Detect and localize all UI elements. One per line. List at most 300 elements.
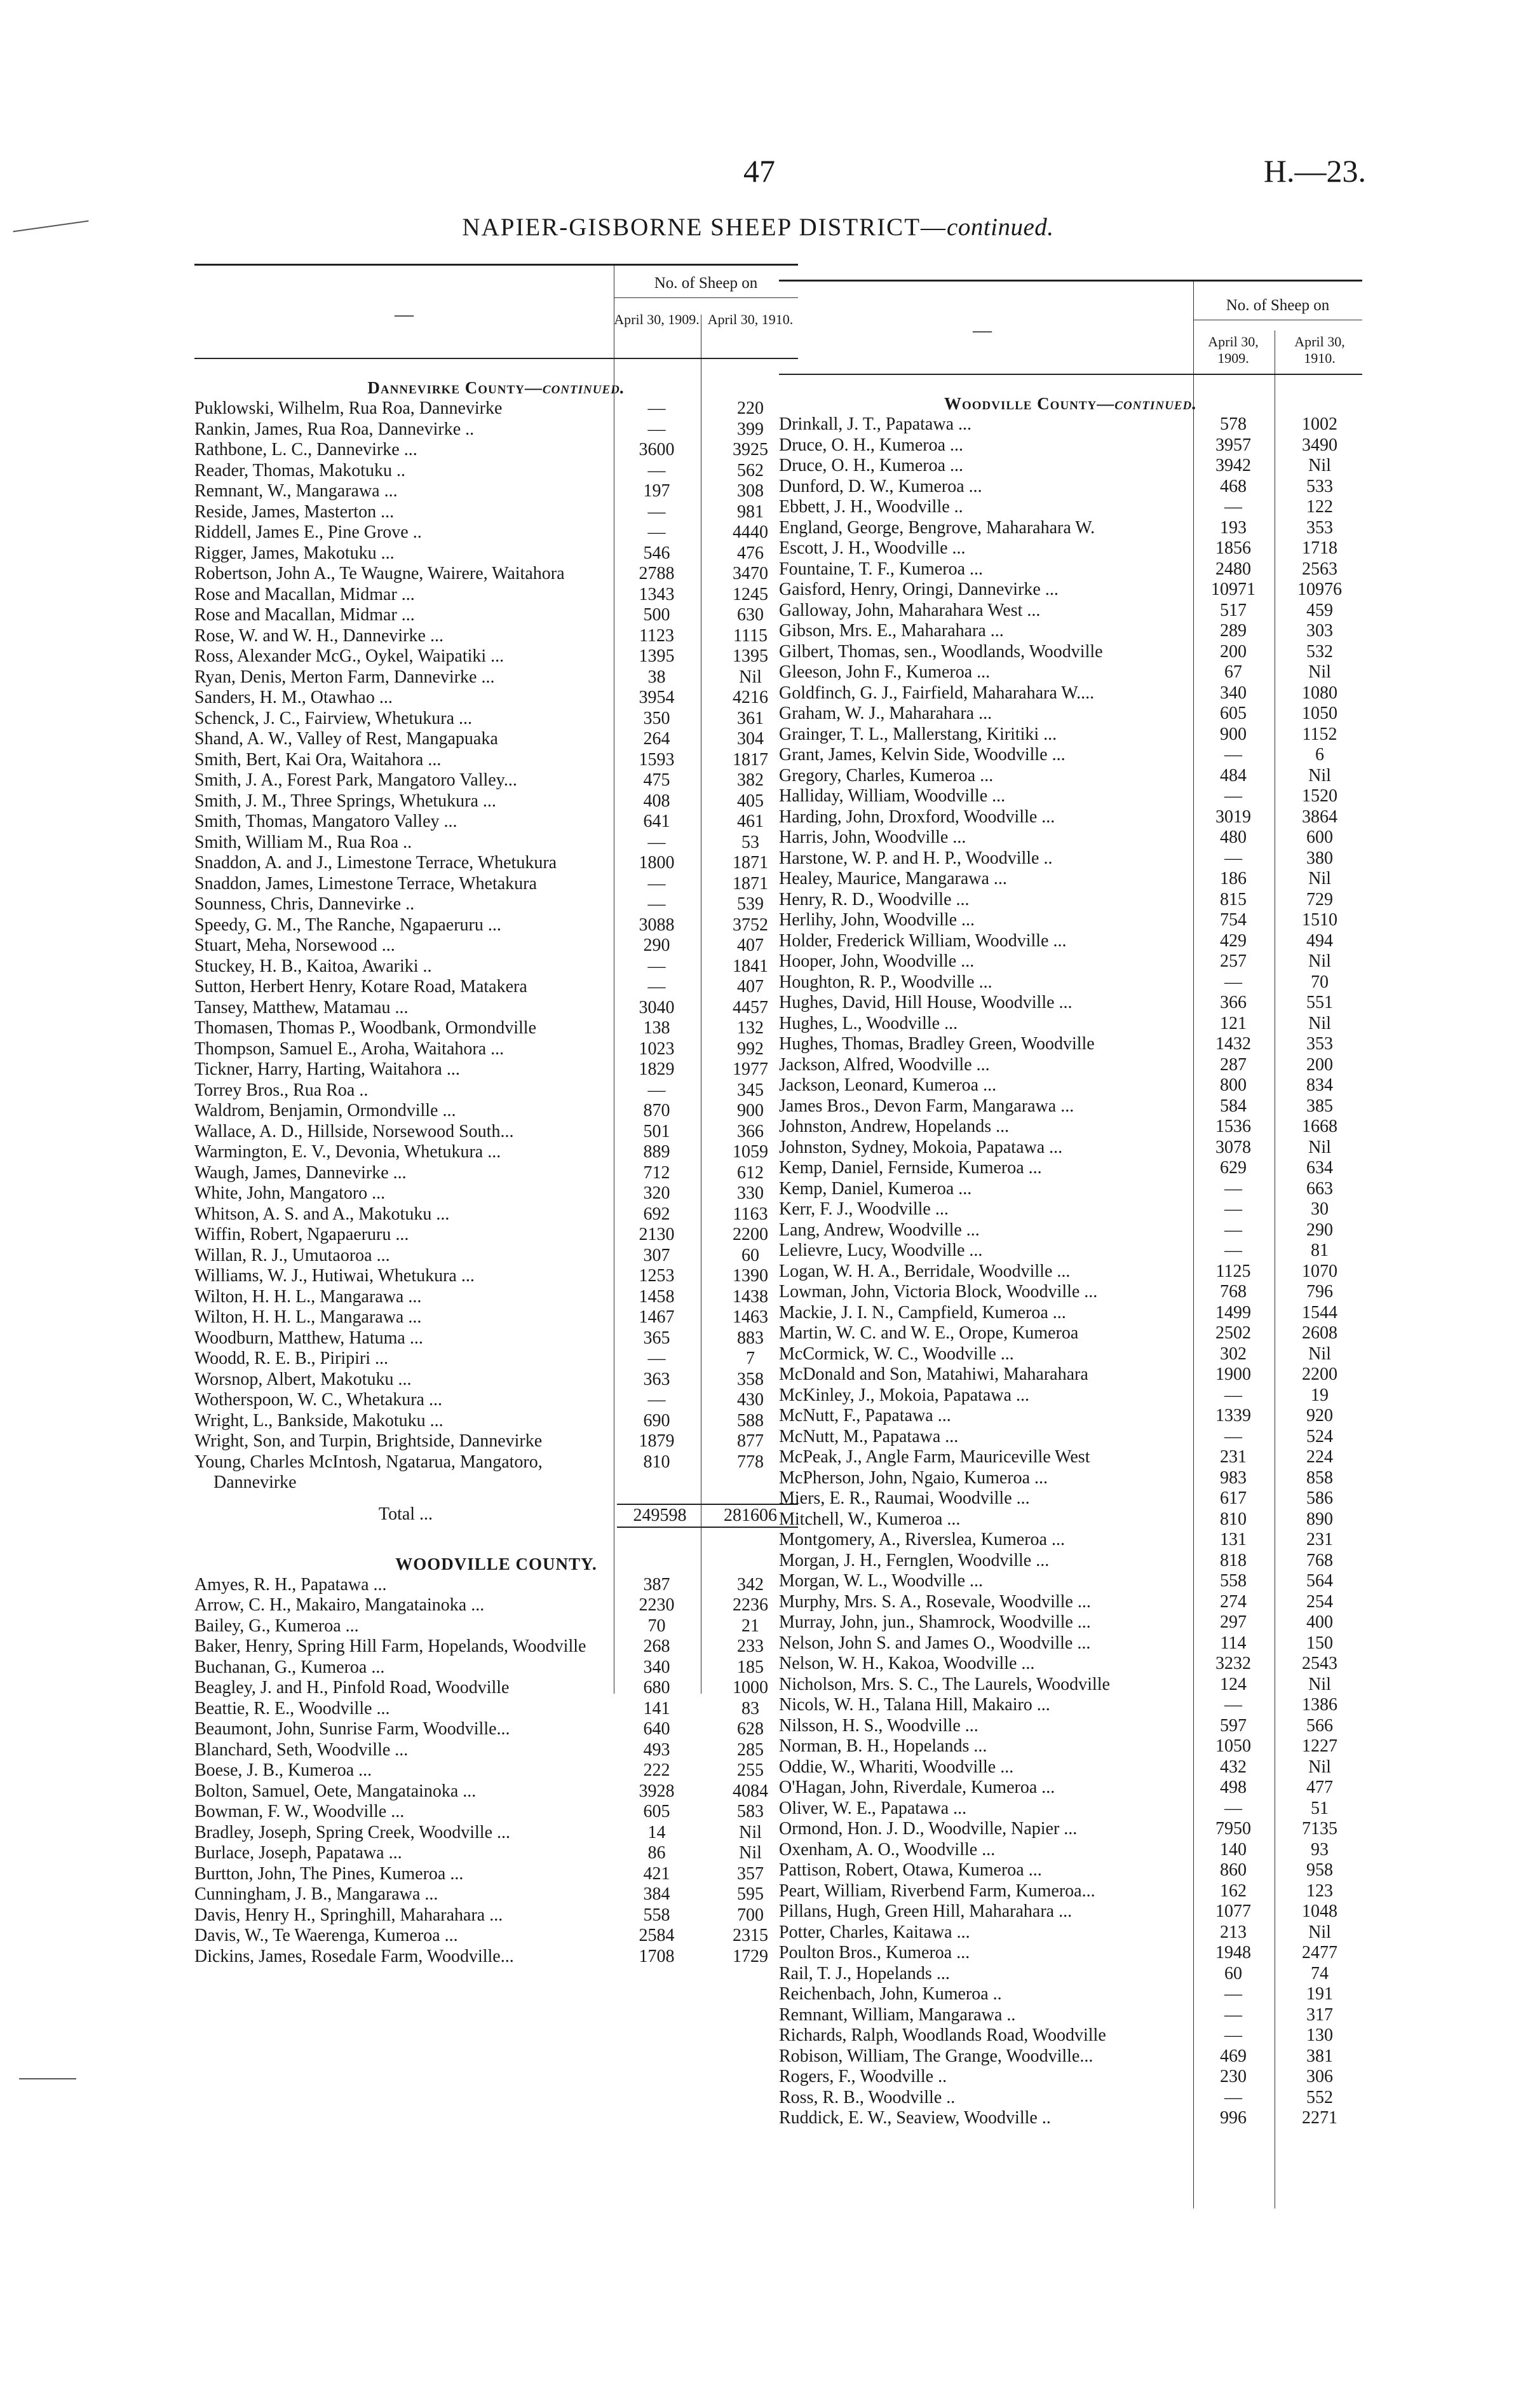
title-continued: continued. (947, 214, 1054, 241)
sheep-1909: 475 (643, 770, 670, 790)
sheep-1910: 10976 (1297, 580, 1342, 599)
owner-name: Remnant, William, Mangarawa .. (779, 2004, 1016, 2025)
owner-name: Logan, W. H. A., Berridale, Woodville ... (779, 1261, 1071, 1281)
table-row (194, 440, 798, 461)
owner-name: Rose and Macallan, Midmar ... (194, 584, 415, 604)
sheep-1909: — (647, 832, 666, 852)
sheep-1910: 4440 (733, 522, 768, 542)
sheep-1910: 634 (1306, 1158, 1333, 1178)
sheep-1910: 7135 (1302, 1819, 1337, 1839)
sheep-1909: 493 (643, 1739, 670, 1760)
table-row (194, 1926, 798, 1947)
table-row (194, 398, 798, 419)
sheep-1909: — (647, 460, 666, 480)
sheep-1909: 350 (643, 708, 670, 728)
sheep-1909: 131 (1220, 1530, 1247, 1549)
sheep-1910: 30 (1311, 1199, 1329, 1219)
sheep-1910: 405 (737, 791, 764, 811)
sheep-1909: — (647, 501, 666, 522)
sheep-1909: 274 (1220, 1591, 1247, 1612)
table-row (194, 1678, 798, 1699)
owner-name: Grainger, T. L., Mallerstang, Kiritiki ... (779, 724, 1057, 744)
owner-name: Smith, Thomas, Mangatoro Valley ... (194, 812, 457, 831)
owner-name: Nelson, W. H., Kakoa, Woodville ... (779, 1654, 1035, 1673)
sheep-1910: 588 (737, 1410, 764, 1431)
sheep-1909: — (647, 398, 666, 418)
sheep-1909: 605 (643, 1802, 670, 1821)
owner-name: McDonald and Son, Matahiwi, Maharahara (779, 1364, 1088, 1384)
sheep-1910: 1977 (733, 1059, 768, 1079)
sheep-1909: 860 (1220, 1860, 1247, 1880)
sheep-1910: 477 (1306, 1778, 1333, 1797)
sheep-1909: — (1224, 1385, 1242, 1405)
owner-name: Bowman, F. W., Woodville ... (194, 1802, 405, 1821)
sheep-1909: 1458 (639, 1286, 675, 1307)
sheep-1910: Nil (1308, 951, 1331, 971)
sheep-1910: 1070 (1302, 1261, 1337, 1281)
owner-name: McNutt, M., Papatawa ... (779, 1426, 959, 1446)
owner-name: Johnston, Sydney, Mokoia, Papatawa ... (779, 1137, 1063, 1157)
owner-name: Gibson, Mrs. E., Maharahara ... (779, 621, 1004, 641)
owner-name: Gaisford, Henry, Oringi, Dannevirke ... (779, 580, 1059, 599)
sheep-1909: 363 (643, 1369, 670, 1389)
sheep-1910: 2543 (1302, 1654, 1337, 1673)
sheep-1909: 3040 (639, 997, 675, 1017)
owner-list (194, 398, 798, 1493)
table-row (194, 461, 798, 482)
owner-name: Oxenham, A. O., Woodville ... (779, 1839, 996, 1860)
column-rule (1193, 280, 1194, 2208)
sheep-1910: Nil (1308, 765, 1331, 786)
sheep-1909: 141 (643, 1698, 670, 1718)
sheep-1909: 197 (643, 481, 670, 501)
sheep-1909: — (647, 956, 666, 976)
sheep-1909: 3600 (639, 440, 675, 459)
header-dash: — (973, 320, 992, 341)
sheep-1909: 1467 (639, 1307, 675, 1327)
sheep-1910: 1729 (733, 1946, 768, 1966)
sheep-1909: 2584 (639, 1926, 675, 1945)
owner-name: Fountaine, T. F., Kumeroa ... (779, 559, 984, 579)
owner-name: Nelson, John S. and James O., Woodville ... (779, 1633, 1091, 1653)
sheep-1909: 1593 (639, 749, 675, 770)
sheep-1910: 60 (741, 1245, 759, 1265)
sheep-1909: — (1224, 786, 1242, 806)
sheep-1909: 7950 (1215, 1819, 1251, 1839)
sheep-1909: — (647, 1390, 666, 1410)
sheep-1909: 302 (1220, 1343, 1247, 1364)
sheep-1910: 255 (737, 1760, 764, 1780)
sheep-1910: 551 (1306, 993, 1333, 1012)
sheep-1909: 558 (1220, 1571, 1247, 1591)
sheep-1910: 200 (1306, 1054, 1333, 1075)
sheep-1910: 330 (737, 1183, 764, 1203)
sheep-1910: Nil (739, 1843, 762, 1863)
table-row (194, 585, 798, 606)
table-row (194, 1328, 798, 1349)
table-row (194, 1039, 798, 1060)
page-number: 47 (743, 153, 775, 189)
table-row (194, 1884, 798, 1905)
owner-name: Pillans, Hugh, Green Hill, Maharahara ... (779, 1901, 1073, 1921)
section-continued: continued. (1114, 394, 1197, 413)
sheep-1910: 778 (737, 1452, 764, 1472)
sheep-1910: 1386 (1302, 1695, 1337, 1715)
sheep-1910: 1152 (1302, 724, 1337, 744)
sheep-1910: 3470 (733, 564, 768, 583)
table-row (194, 626, 798, 647)
table-row (194, 1287, 798, 1308)
owner-name: Druce, O. H., Kumeroa ... (779, 456, 964, 475)
sheep-1909: 810 (1220, 1509, 1247, 1529)
sheep-1909: 14 (647, 1822, 666, 1842)
owner-name: Amyes, R. H., Papatawa ... (194, 1574, 387, 1595)
owner-name: Herlihy, John, Woodville ... (779, 910, 975, 930)
sheep-1910: 566 (1306, 1715, 1333, 1736)
owner-name: Harding, John, Droxford, Woodville ... (779, 806, 1055, 827)
sheep-1909: 517 (1220, 600, 1247, 620)
sheep-1909: 340 (643, 1657, 670, 1677)
owner-name: Harstone, W. P. and H. P., Woodville .. (779, 848, 1053, 868)
section-name: Woodville County— (944, 394, 1115, 413)
sheep-1909: 1900 (1215, 1364, 1251, 1384)
owner-name: Mackie, J. I. N., Campfield, Kumeroa ... (779, 1302, 1066, 1323)
owner-name: Healey, Maurice, Mangarawa ... (779, 869, 1007, 888)
owner-name: Rankin, James, Rua Roa, Dannevirke .. (194, 419, 475, 439)
table-row (194, 1905, 798, 1926)
sheep-1909: 2230 (639, 1595, 675, 1615)
sheep-1909: 3957 (1215, 435, 1251, 455)
sheep-1909: 1708 (639, 1946, 675, 1966)
table-row (194, 522, 798, 543)
header-dash: — (395, 304, 414, 325)
sheep-1910: 920 (1306, 1406, 1333, 1425)
sheep-1910: 494 (1306, 930, 1333, 951)
sheep-1909: 2788 (639, 564, 675, 583)
sheep-1909: 1948 (1215, 1943, 1251, 1962)
sheep-1910: 1871 (733, 853, 768, 873)
sheep-1909: 3954 (639, 688, 675, 707)
sheep-1910: 3752 (733, 915, 768, 935)
owner-name: Reader, Thomas, Makotuku .. (194, 460, 405, 480)
owner-name: Bailey, G., Kumeroa ... (194, 1616, 359, 1636)
sheep-1909: 421 (643, 1863, 670, 1884)
sheep-1909: 983 (1220, 1467, 1247, 1488)
sheep-1909: 3078 (1215, 1137, 1251, 1157)
owner-name: Gilbert, Thomas, sen., Woodlands, Woodville (779, 641, 1103, 662)
sheep-1909: 640 (643, 1719, 670, 1739)
owner-name: Sanders, H. M., Otawhao ... (194, 688, 393, 707)
sheep-1910: Nil (1308, 1674, 1331, 1694)
owner-name: Thomasen, Thomas P., Woodbank, Ormondville (194, 1018, 537, 1038)
sheep-1910: 358 (737, 1369, 764, 1389)
owner-name: Rose, W. and W. H., Dannevirke ... (194, 625, 443, 646)
sheep-1909: 1023 (639, 1038, 675, 1059)
sheep-1910: 2271 (1302, 2108, 1337, 2128)
sheep-1910: 3490 (1302, 435, 1337, 455)
owner-name: Worsnop, Albert, Makotuku ... (194, 1369, 412, 1389)
owner-name: Murphy, Mrs. S. A., Rosevale, Woodville ... (779, 1591, 1091, 1612)
owner-name: Galloway, John, Maharahara West ... (779, 600, 1041, 620)
owner-name: Young, Charles McIntosh, Ngatarua, Mangatoro, Dannevirke (194, 1452, 543, 1492)
table-row (194, 1122, 798, 1143)
table-row (194, 791, 798, 812)
table-row (194, 1142, 798, 1163)
table-row (194, 1349, 798, 1370)
sheep-1909: 193 (1220, 517, 1247, 538)
owner-name: Burlace, Joseph, Papatawa ... (194, 1843, 402, 1863)
sheep-1910: Nil (1308, 1343, 1331, 1364)
sheep-1910: 476 (737, 543, 764, 563)
sheep-1909: 1856 (1215, 538, 1251, 558)
sheep-1909: — (1224, 972, 1242, 992)
sheep-1910: 303 (1306, 621, 1333, 641)
sheep-1910: 600 (1306, 827, 1333, 847)
owner-name: Reside, James, Masterton ... (194, 501, 395, 522)
sheep-1909: 641 (643, 812, 670, 831)
owner-name: Dickins, James, Rosedale Farm, Woodville... (194, 1946, 514, 1966)
sheep-1910: 4457 (733, 997, 768, 1017)
owner-name: McPeak, J., Angle Farm, Mauriceville West (779, 1447, 1090, 1467)
owner-name: Woodd, R. E. B., Piripiri ... (194, 1349, 388, 1368)
sheep-1909: — (647, 873, 666, 894)
owner-name: Ruddick, E. W., Seaview, Woodville .. (779, 2108, 1051, 2128)
sheep-1909: 86 (647, 1843, 666, 1863)
sheep-1909: 2130 (639, 1225, 675, 1244)
sheep-1910: 1048 (1302, 1901, 1337, 1921)
total-row (194, 1504, 798, 1528)
sheep-1909: 578 (1220, 414, 1247, 434)
sheep-1910: 399 (737, 419, 764, 439)
owner-name: Wotherspoon, W. C., Whetakura ... (194, 1390, 442, 1410)
sheep-1909: 889 (643, 1142, 670, 1162)
sheep-1909: 1879 (639, 1431, 675, 1451)
sheep-1910: 533 (1306, 476, 1333, 496)
sheep-1909: — (1224, 2025, 1242, 2045)
sheep-1909: — (1224, 745, 1242, 765)
sheep-1909: 1829 (639, 1059, 675, 1079)
sheep-1909: 290 (643, 935, 670, 955)
table-row (194, 1575, 798, 1596)
sheep-1909: 366 (1220, 993, 1247, 1012)
owner-name: Stuckey, H. B., Kaitoa, Awariki .. (194, 956, 432, 976)
sheep-1909: — (647, 1080, 666, 1100)
sheep-1910: 231 (1306, 1530, 1333, 1549)
table-row (194, 481, 798, 502)
sheep-1909: 546 (643, 543, 670, 563)
owner-name: Mitchell, W., Kumeroa ... (779, 1509, 961, 1529)
sheep-1909: 1253 (639, 1266, 675, 1286)
sheep-1910: 981 (737, 501, 764, 522)
sheep-1909: 584 (1220, 1096, 1247, 1116)
owner-name: Wallace, A. D., Hillside, Norsewood South... (194, 1121, 514, 1141)
sheep-count-heading: No. of Sheep on (1193, 297, 1362, 320)
sheep-1909: — (1224, 1798, 1242, 1818)
sheep-1910: 1395 (733, 646, 768, 666)
sheep-1909: 138 (643, 1018, 670, 1038)
sheep-1909: 3942 (1215, 456, 1251, 475)
sheep-1910: 958 (1306, 1860, 1333, 1880)
table-row (194, 1163, 798, 1184)
owner-name: Morgan, W. L., Woodville ... (779, 1571, 984, 1591)
sheep-1909: 1125 (1215, 1261, 1251, 1281)
sheep-1910: 407 (737, 935, 764, 955)
sheep-1909: 114 (1220, 1633, 1247, 1653)
owner-name: Oliver, W. E., Papatawa ... (779, 1798, 967, 1818)
sheep-1909: 213 (1220, 1922, 1247, 1942)
owner-name: Speedy, G. M., The Ranche, Ngapaeruru ... (194, 915, 501, 935)
sheep-1910: Nil (1308, 456, 1331, 475)
owner-name: Blanchard, Seth, Woodville ... (194, 1739, 409, 1760)
sheep-1909: 754 (1220, 910, 1247, 930)
sheep-1910: 834 (1306, 1075, 1333, 1095)
owner-name: Martin, W. C. and W. E., Orope, Kumeroa (779, 1323, 1079, 1343)
owner-name: Ormond, Hon. J. D., Woodville, Napier ... (779, 1819, 1078, 1839)
sheep-1909: 468 (1220, 476, 1247, 496)
sheep-1909: 768 (1220, 1282, 1247, 1302)
sheep-1910: 380 (1306, 848, 1333, 868)
owner-name: Goldfinch, G. J., Fairfield, Maharahara W.... (779, 683, 1095, 703)
owner-name: Beaumont, John, Sunrise Farm, Woodville... (194, 1719, 510, 1739)
sheep-1910: 53 (741, 832, 759, 852)
sheep-1909: — (647, 977, 666, 997)
sheep-1909: — (1224, 2004, 1242, 2025)
sheep-1910: 1520 (1302, 786, 1337, 806)
owner-name: Druce, O. H., Kumeroa ... (779, 435, 964, 455)
owner-name: Remnant, W., Mangarawa ... (194, 481, 398, 501)
column-1909-heading: April 30, 1909. (1208, 334, 1259, 366)
owner-name: Holder, Frederick William, Woodville ... (779, 930, 1067, 951)
sheep-1910: Nil (739, 1822, 762, 1842)
owner-name: Woodburn, Matthew, Hatuma ... (194, 1328, 423, 1348)
table-row (194, 1699, 798, 1720)
left-table (194, 264, 798, 1967)
sheep-1909: 287 (1220, 1054, 1247, 1075)
sheep-1909: 1536 (1215, 1117, 1251, 1136)
sheep-1909: 469 (1220, 2046, 1247, 2066)
sheep-1910: 1227 (1302, 1736, 1337, 1756)
sheep-1909: 340 (1220, 683, 1247, 703)
sheep-1909: 1499 (1215, 1302, 1251, 1323)
table-row (194, 1390, 798, 1411)
sheep-1909: 605 (1220, 704, 1247, 723)
sheep-1910: 353 (1306, 517, 1333, 538)
sheep-1909: 387 (643, 1574, 670, 1595)
table-row (194, 770, 798, 791)
total-1909: 249598 (617, 1504, 703, 1528)
sheep-1910: 430 (737, 1390, 764, 1410)
sheep-1909: — (647, 419, 666, 439)
sheep-1910: 900 (737, 1101, 764, 1120)
sheep-1910: 890 (1306, 1509, 1333, 1529)
table-row (194, 709, 798, 730)
table-row (194, 1823, 798, 1844)
owner-name: Buchanan, G., Kumeroa ... (194, 1657, 385, 1677)
sheep-1909: — (647, 522, 666, 542)
sheep-1910: Nil (1308, 662, 1331, 682)
table-row (194, 956, 798, 977)
sheep-1910: 1668 (1302, 1117, 1337, 1136)
sheep-1910: 342 (737, 1574, 764, 1595)
sheep-1909: 230 (1220, 2067, 1247, 2086)
owner-name: McCormick, W. C., Woodville ... (779, 1343, 1014, 1364)
sheep-1909: 222 (643, 1760, 670, 1780)
sheep-1909: 297 (1220, 1612, 1247, 1632)
owner-name: Rathbone, L. C., Dannevirke ... (194, 440, 417, 459)
table-row (194, 998, 798, 1019)
section-name: Dannevirke County— (367, 378, 543, 397)
owner-name: Montgomery, A., Riverslea, Kumeroa ... (779, 1530, 1065, 1549)
sheep-1909: 1050 (1215, 1736, 1251, 1756)
owner-name: O'Hagan, John, Riverdale, Kumeroa ... (779, 1778, 1055, 1797)
sheep-1910: 539 (737, 894, 764, 914)
owner-name: Willan, R. J., Umutaoroa ... (194, 1245, 390, 1265)
sheep-1910: 1050 (1302, 704, 1337, 723)
owner-name: Kemp, Daniel, Fernside, Kumeroa ... (779, 1158, 1042, 1178)
owner-name: Nicholson, Mrs. S. C., The Laurels, Woodville (779, 1674, 1110, 1694)
page-title (0, 213, 1516, 241)
owner-name: Jackson, Leonard, Kumeroa ... (779, 1075, 997, 1095)
sheep-1909: 257 (1220, 951, 1247, 971)
sheep-1909: 690 (643, 1410, 670, 1431)
sheep-1910: 459 (1306, 600, 1333, 620)
owner-name: Wiffin, Robert, Ngapaeruru ... (194, 1225, 409, 1244)
sheep-1910: 552 (1306, 2087, 1333, 2107)
sheep-1910: Nil (739, 667, 762, 687)
table-row (194, 977, 798, 998)
owner-name: Wright, Son, and Turpin, Brightside, Dannevirke (194, 1431, 543, 1451)
owner-name: Baker, Henry, Spring Hill Farm, Hopelands, Woodville (194, 1636, 586, 1656)
sheep-1909: 815 (1220, 889, 1247, 909)
owner-name: Tansey, Matthew, Matamau ... (194, 997, 409, 1017)
owner-name: Lang, Andrew, Woodville ... (779, 1220, 980, 1240)
sheep-1910: 1080 (1302, 683, 1337, 703)
sheep-1910: 51 (1311, 1798, 1329, 1818)
owner-name: Bradley, Joseph, Spring Creek, Woodville ... (194, 1822, 511, 1842)
sheep-1909: 617 (1220, 1488, 1247, 1508)
sheep-1910: 1510 (1302, 910, 1337, 930)
sheep-1910: 796 (1306, 1282, 1333, 1302)
owner-name: Smith, J. A., Forest Park, Mangatoro Valley... (194, 770, 517, 790)
sheep-1910: 524 (1306, 1426, 1333, 1446)
sheep-1910: 532 (1306, 641, 1333, 662)
sheep-1910: 382 (737, 770, 764, 790)
sheep-1910: 461 (737, 812, 764, 831)
sheep-1909: 186 (1220, 869, 1247, 888)
sheep-1910: 7 (746, 1349, 755, 1368)
sheep-1910: 1718 (1302, 538, 1337, 558)
owner-name: James Bros., Devon Farm, Mangarawa ... (779, 1096, 1074, 1116)
owner-name: Williams, W. J., Hutiwai, Whetukura ... (194, 1266, 475, 1286)
table-row (194, 894, 798, 915)
sheep-1910: 1841 (733, 956, 768, 976)
sheep-1910: 357 (737, 1863, 764, 1884)
owner-name: Johnston, Andrew, Hopelands ... (779, 1117, 1010, 1136)
owner-name: England, George, Bengrove, Maharahara W. (779, 517, 1095, 538)
sheep-1910: 2200 (733, 1225, 768, 1244)
owner-name: Ryan, Denis, Merton Farm, Dannevirke ... (194, 667, 495, 687)
owner-name: Torrey Bros., Rua Roa .. (194, 1080, 369, 1100)
owner-name: McKinley, J., Mokoia, Papatawa ... (779, 1385, 1029, 1405)
sheep-1910: 150 (1306, 1633, 1333, 1653)
sheep-1910: 254 (1306, 1591, 1333, 1612)
sheep-1909: 1339 (1215, 1406, 1251, 1425)
sheep-1909: 408 (643, 791, 670, 811)
owner-name: Rogers, F., Woodville .. (779, 2067, 947, 2086)
sheep-1910: 122 (1306, 497, 1333, 517)
sheep-1909: 500 (643, 605, 670, 625)
table-row (194, 1595, 798, 1616)
